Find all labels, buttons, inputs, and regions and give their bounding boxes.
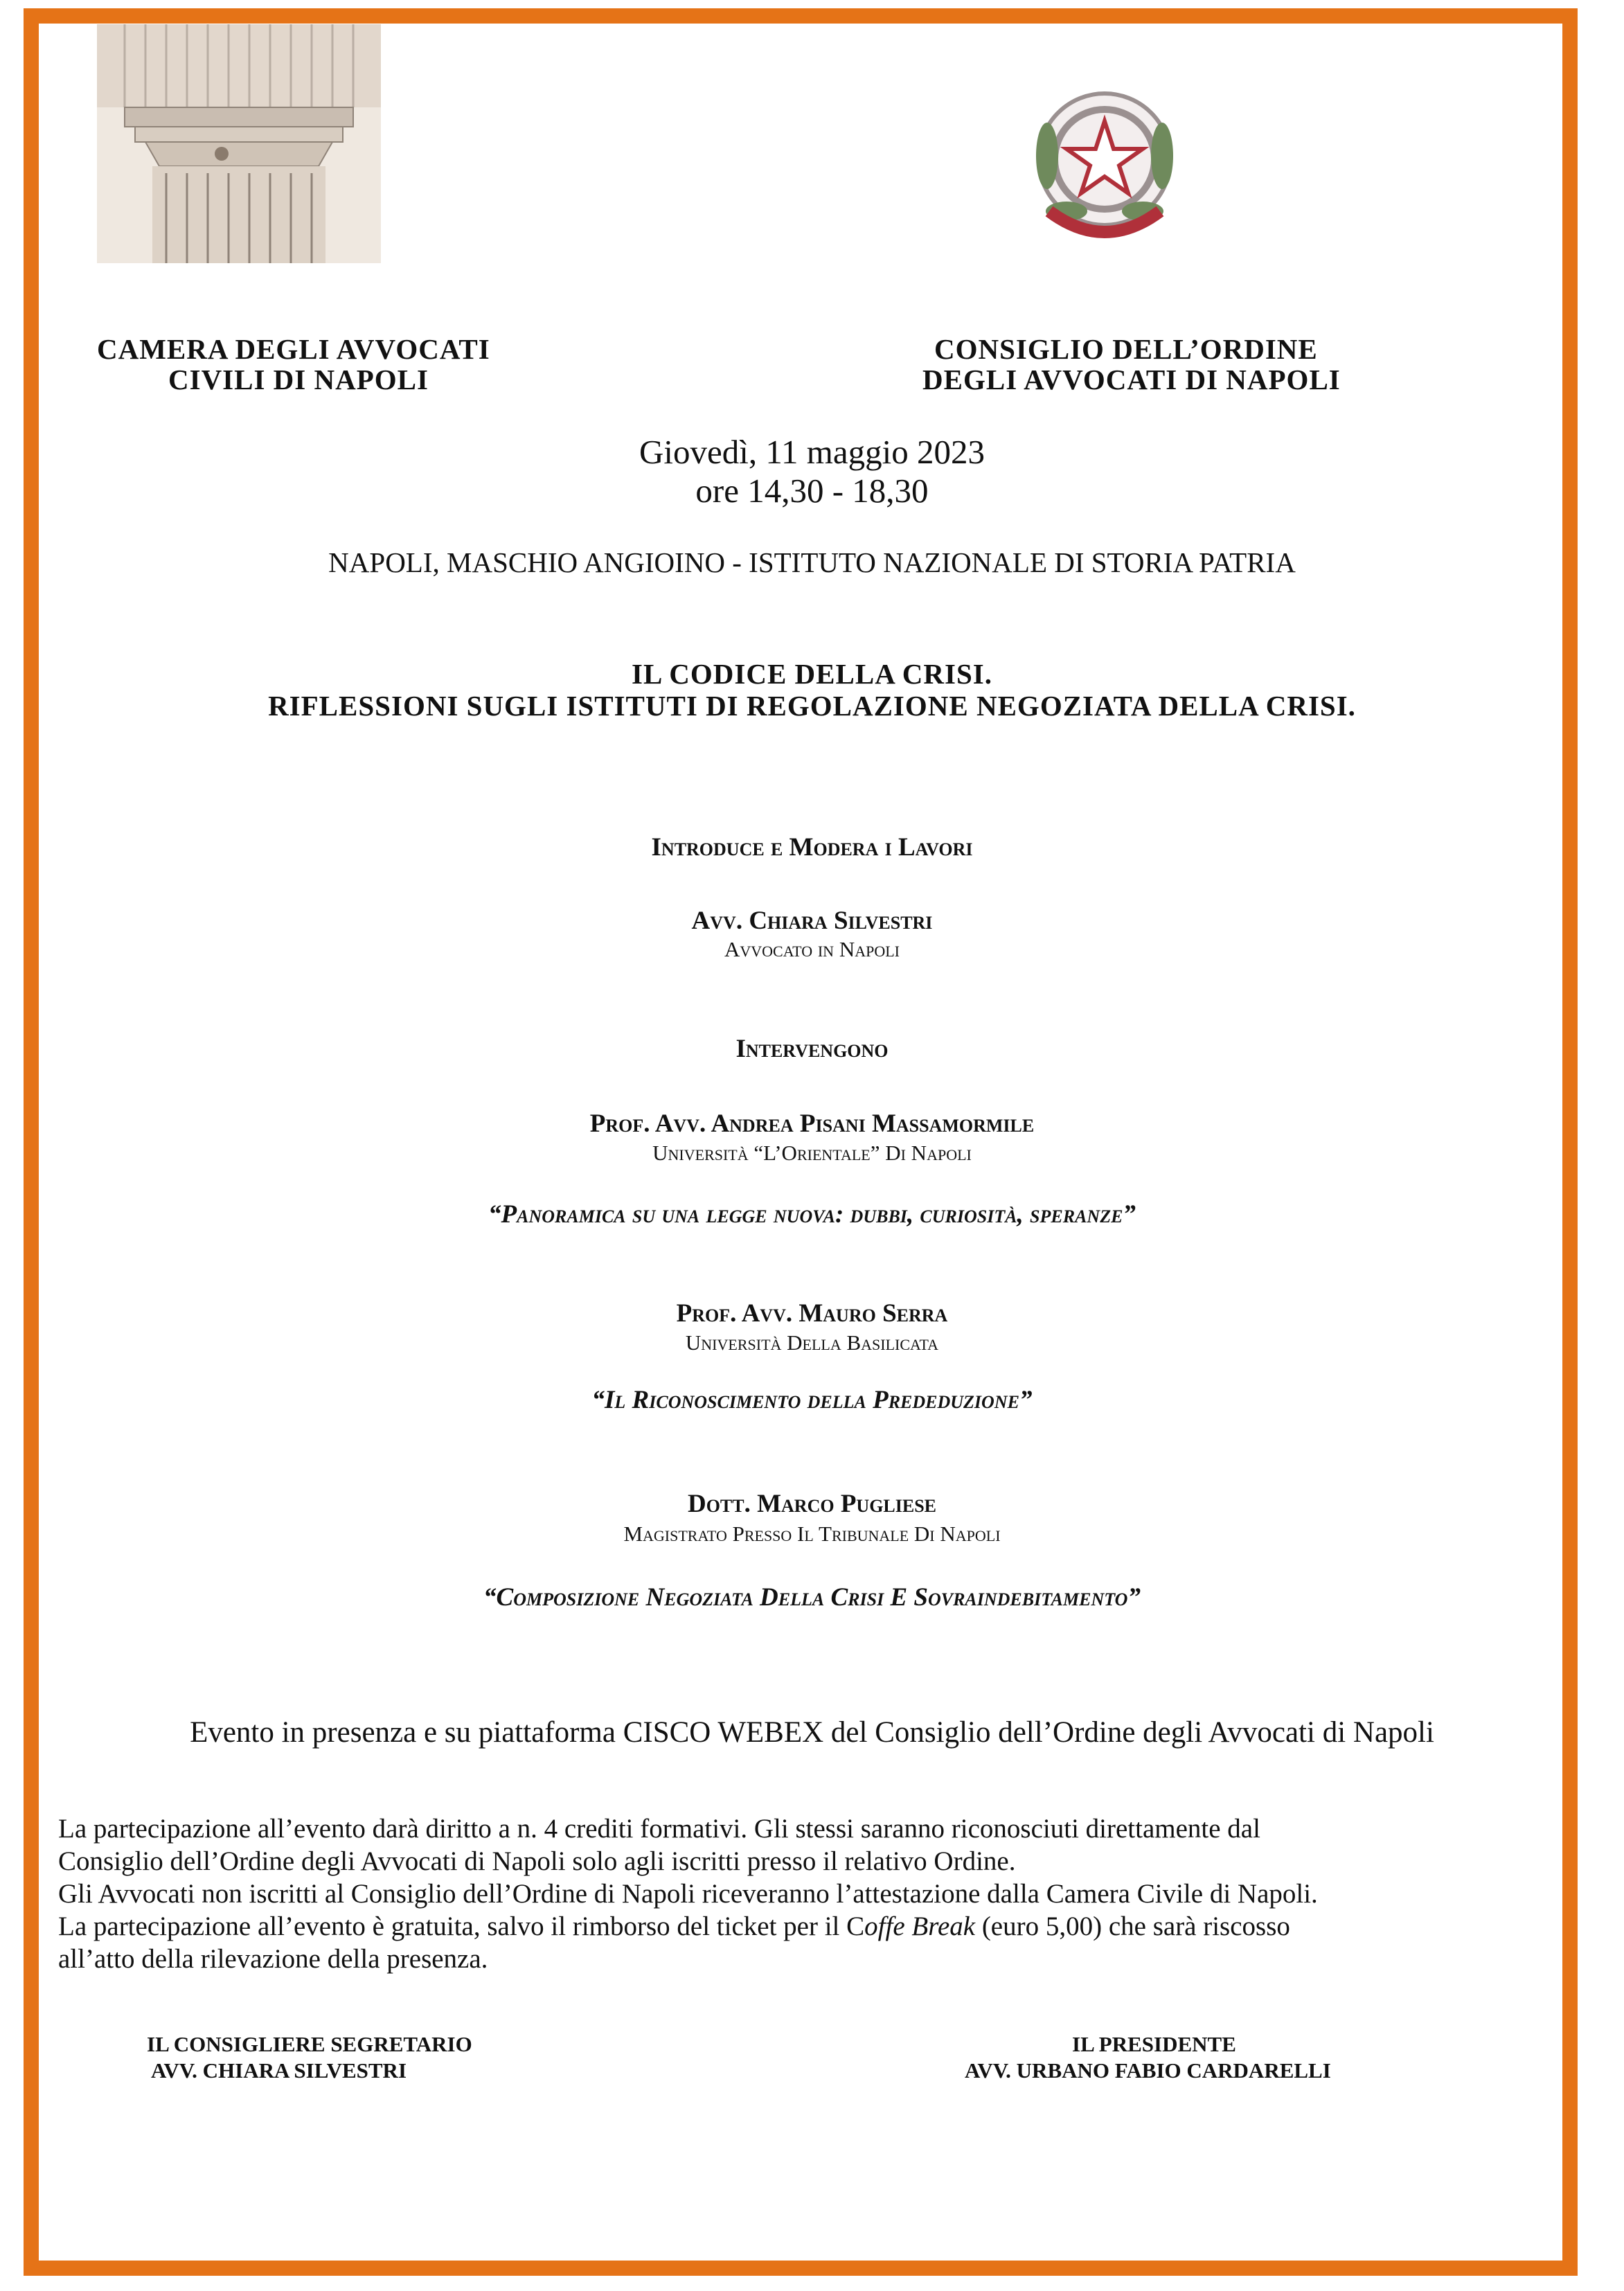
speaker-affiliation: Università “L’Orientale” Di Napoli bbox=[652, 1141, 972, 1165]
signature-right-title: IL PRESIDENTE bbox=[1072, 2032, 1236, 2056]
event-title-line2: RIFLESSIONI SUGLI ISTITUTI DI REGOLAZIONE NEGOZIATA DELLA CRISI. bbox=[268, 690, 1356, 722]
event-title-line1: IL CODICE DELLA CRISI. bbox=[632, 658, 992, 690]
column-capital-image bbox=[97, 24, 381, 263]
speaker-name: Prof. Avv. Mauro Serra bbox=[676, 1299, 948, 1328]
fee-suffix: (euro 5,00) che sarà riscosso bbox=[975, 1911, 1290, 1941]
event-venue: NAPOLI, MASCHIO ANGIOINO - ISTITUTO NAZIONALE DI STORIA PATRIA bbox=[328, 546, 1296, 578]
moderator-name: Avv. Chiara Silvestri bbox=[691, 907, 933, 935]
moderator-heading: Introduce e Modera i Lavori bbox=[651, 833, 973, 862]
left-org-line2: CIVILI DI NAPOLI bbox=[168, 364, 429, 395]
fee-line-2: all’atto della rilevazione della presenza. bbox=[58, 1944, 488, 1974]
platform-note: Evento in presenza e su piattaforma CISCO WEBEX del Consiglio dell’Ordine degli Avvocati di Napoli bbox=[190, 1716, 1434, 1749]
credits-line: Gli Avvocati non iscritti al Consiglio dell’Ordine di Napoli riceveranno l’attestazione dalla Camera Civile di Napoli. bbox=[58, 1879, 1318, 1909]
fee-italic: offe Break bbox=[864, 1911, 976, 1941]
event-date: Giovedì, 11 maggio 2023 bbox=[639, 433, 985, 471]
speaker-talk-title: “Panoramica su una legge nuova: dubbi, curiosità, speranze” bbox=[488, 1200, 1136, 1229]
speaker-name: Dott. Marco Pugliese bbox=[687, 1490, 937, 1518]
speaker-talk-title: “Composizione Negoziata Della Crisi E Sovraindebitamento” bbox=[483, 1583, 1141, 1612]
signature-right-name: AVV. URBANO FABIO CARDARELLI bbox=[965, 2058, 1331, 2083]
speaker-affiliation: Università Della Basilicata bbox=[685, 1330, 939, 1355]
left-org-line1: CAMERA DEGLI AVVOCATI bbox=[97, 333, 490, 365]
signature-left-name: AVV. CHIARA SILVESTRI bbox=[151, 2058, 407, 2083]
speaker-name: Prof. Avv. Andrea Pisani Massamormile bbox=[589, 1109, 1035, 1138]
speaker-affiliation: Magistrato Presso Il Tribunale Di Napoli bbox=[623, 1522, 1001, 1546]
credits-line: La partecipazione all’evento darà diritto a n. 4 crediti formativi. Gli stessi saranno riconosciuti direttamente dal bbox=[58, 1814, 1260, 1844]
fee-prefix: La partecipazione all’evento è gratuita, salvo il rimborso del ticket per il C bbox=[58, 1911, 865, 1941]
right-org-line2: DEGLI AVVOCATI DI NAPOLI bbox=[922, 364, 1341, 395]
right-org-line1: CONSIGLIO DELL’ORDINE bbox=[934, 333, 1318, 365]
italian-republic-emblem bbox=[1011, 80, 1198, 253]
fee-line bbox=[58, 1910, 1568, 1943]
speakers-heading: Intervengono bbox=[735, 1035, 889, 1063]
credits-paragraph bbox=[58, 1812, 1568, 1975]
speaker-talk-title: “Il Riconoscimento della Prededuzione” bbox=[591, 1386, 1033, 1414]
signature-left-title: IL CONSIGLIERE SEGRETARIO bbox=[147, 2032, 472, 2056]
event-time: ore 14,30 - 18,30 bbox=[695, 472, 929, 510]
credits-line: Consiglio dell’Ordine degli Avvocati di Napoli solo agli iscritti presso il relativo Ordine. bbox=[58, 1846, 1016, 1876]
moderator-role: Avvocato in Napoli bbox=[724, 937, 900, 961]
